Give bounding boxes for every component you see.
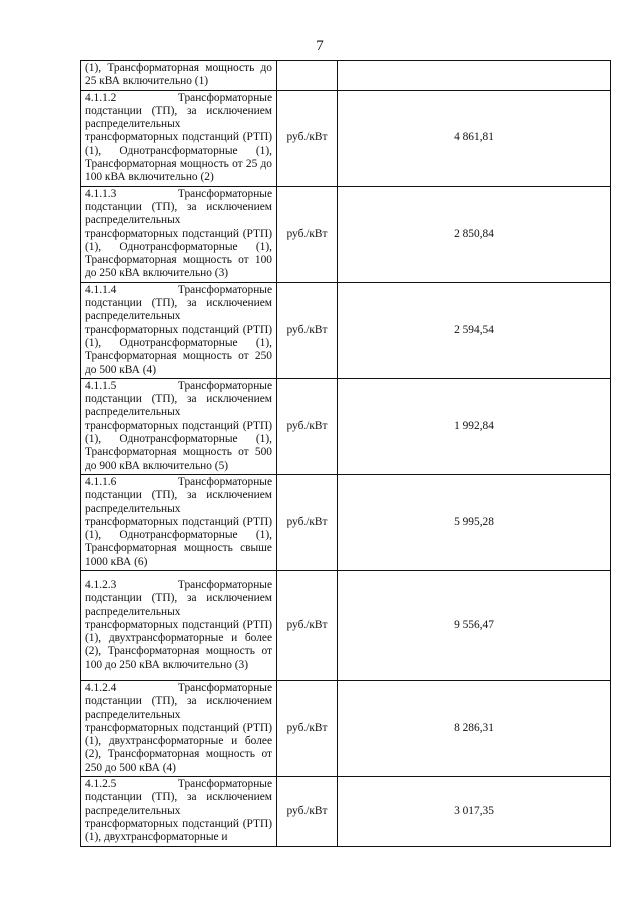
row-description: [81, 570, 277, 680]
table-row: [81, 474, 611, 570]
row-unit: руб./кВт: [277, 186, 338, 282]
table-row: [81, 282, 611, 378]
page-number: 7: [316, 38, 324, 54]
table-row: [81, 186, 611, 282]
row-unit: руб./кВт: [277, 282, 338, 378]
row-value: 5 995,28: [338, 474, 611, 570]
row-text: Трансформаторные подстанции (ТП), за исключением распределительных трансформаторных подстанций (РТП) (1), Однотрансформаторные (1), Трансформаторная мощность от 250 до 500 кВА (4): [85, 283, 272, 376]
row-code: 4.1.1.4: [85, 283, 117, 296]
row-value: 9 556,47: [338, 570, 611, 680]
table-row: [81, 378, 611, 474]
row-text: Трансформаторные подстанции (ТП), за исключением распределительных трансформаторных подстанций (РТП) (1), Однотрансформаторные (1), Трансформаторная мощность от 500 до 900 кВА включительно (5): [85, 379, 272, 472]
row-unit: руб./кВт: [277, 680, 338, 776]
row-unit: руб./кВт: [277, 474, 338, 570]
row-text: Трансформаторные подстанции (ТП), за исключением распределительных трансформаторных подстанций (РТП) (1), Однотрансформаторные (1), Трансформаторная мощность от 25 до 100 кВА включительно (2): [85, 91, 272, 184]
row-description: (1), Трансформаторная мощность до 25 кВА включительно (1): [81, 61, 277, 91]
row-code: 4.1.2.5: [85, 778, 117, 791]
row-value: 2 594,54: [338, 282, 611, 378]
row-code: 4.1.1.2: [85, 91, 117, 104]
row-description: [81, 90, 277, 186]
row-value: 1 992,84: [338, 378, 611, 474]
row-value: [338, 61, 611, 91]
tariff-table-body: [81, 61, 611, 847]
row-description: [81, 680, 277, 776]
table-row-continuation: [81, 61, 611, 91]
row-value: 3 017,35: [338, 777, 611, 846]
row-code: 4.1.2.4: [85, 681, 117, 694]
row-text: Трансформаторные подстанции (ТП), за исключением распределительных трансформаторных подстанций (РТП) (1), Однотрансформаторные (1), Трансформаторная мощность свыше 1000 кВА (6): [85, 475, 272, 568]
row-text: Трансформаторные подстанции (ТП), за исключением распределительных трансформаторных подстанций (РТП) (1), двухтрансформаторные и: [85, 778, 272, 844]
row-code: 4.1.1.3: [85, 187, 117, 200]
row-text: Трансформаторные подстанции (ТП), за исключением распределительных трансформаторных подстанций (РТП) (1), Однотрансформаторные (1), Трансформаторная мощность от 100 до 250 кВА включительно (3): [85, 187, 272, 280]
row-description: [81, 474, 277, 570]
row-text: Трансформаторные подстанции (ТП), за исключением распределительных трансформаторных подстанций (РТП) (1), двухтрансформаторные и более (2), Трансформаторная мощность от 250 до 500 кВА (4): [85, 681, 272, 774]
row-description: [81, 282, 277, 378]
row-unit: руб./кВт: [277, 90, 338, 186]
row-description: [81, 777, 277, 846]
tariff-table: [80, 60, 611, 847]
row-value: 8 286,31: [338, 680, 611, 776]
row-code: 4.1.1.5: [85, 379, 117, 392]
row-unit: руб./кВт: [277, 777, 338, 846]
row-code: 4.1.2.3: [85, 578, 117, 591]
row-code: 4.1.1.6: [85, 475, 117, 488]
row-value: 4 861,81: [338, 90, 611, 186]
row-unit: [277, 61, 338, 91]
row-text: Трансформаторные подстанции (ТП), за исключением распределительных трансформаторных подстанций (РТП) (1), двухтрансформаторные и более (2), Трансформаторная мощность от 100 до 250 кВА включительно (3): [85, 578, 272, 671]
table-row: [81, 777, 611, 846]
row-unit: руб./кВт: [277, 378, 338, 474]
row-description: [81, 378, 277, 474]
row-description: [81, 186, 277, 282]
row-value: 2 850,84: [338, 186, 611, 282]
table-row: [81, 680, 611, 776]
row-unit: руб./кВт: [277, 570, 338, 680]
table-row: [81, 90, 611, 186]
table-row: [81, 570, 611, 680]
